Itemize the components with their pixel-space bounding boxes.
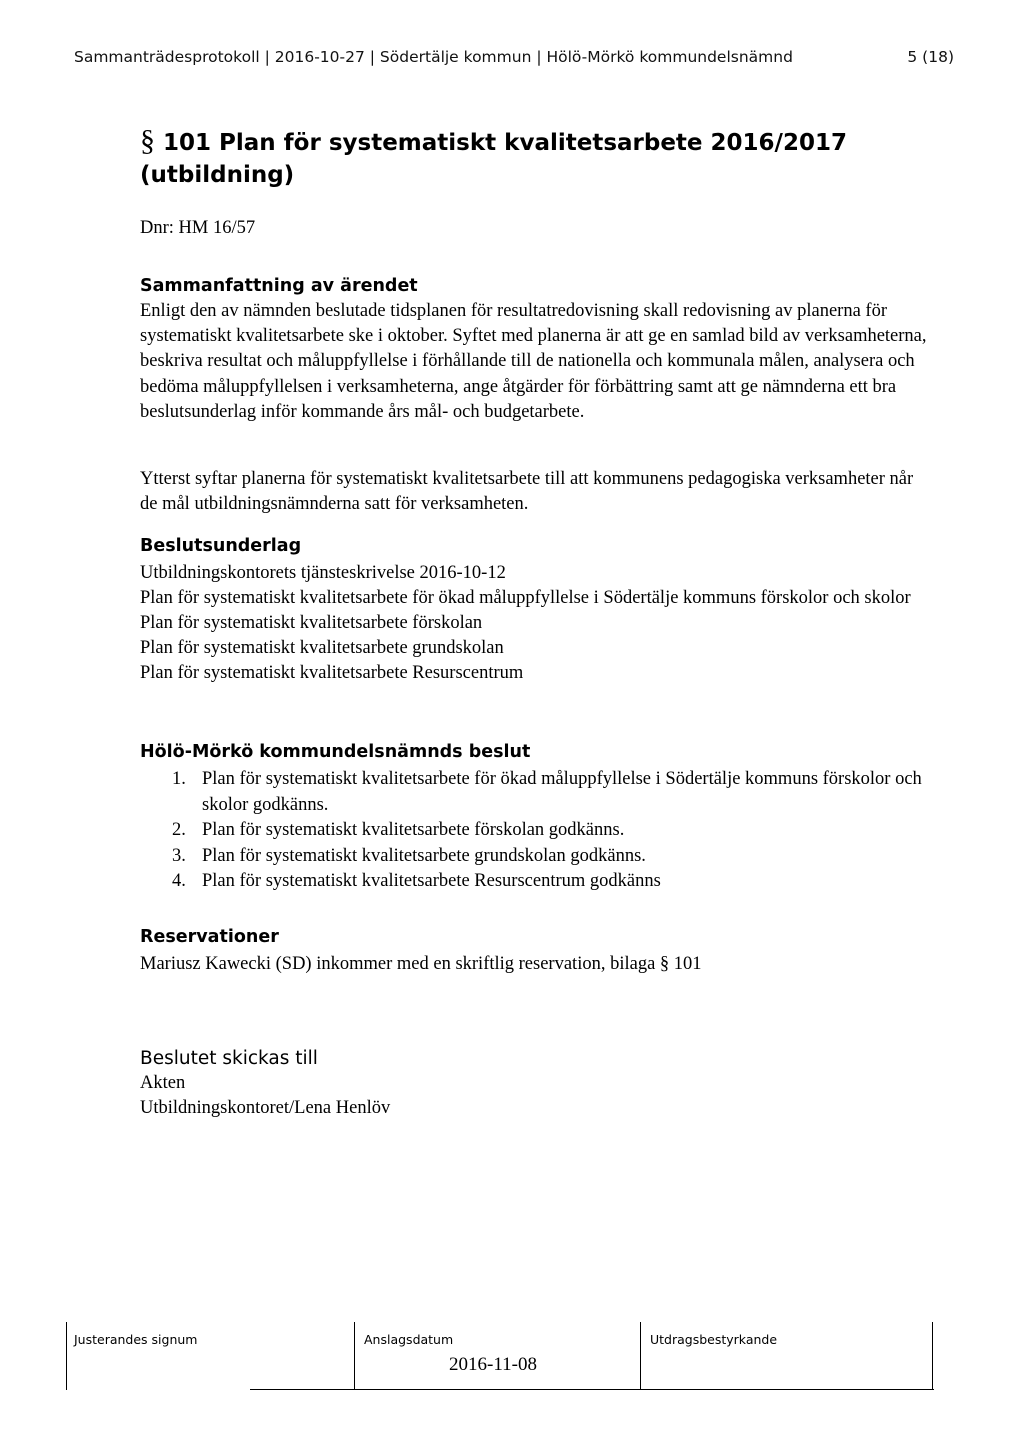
page-header [74, 48, 954, 66]
decision-item-number: 3. [172, 845, 186, 866]
header-text: Sammanträdesprotokoll | 2016-10-27 | Södertälje kommun | Hölö-Mörkö kommundelsnämnd [74, 48, 793, 66]
footer-divider [354, 1322, 355, 1390]
decision-item-number: 4. [172, 871, 186, 891]
footer-baseline [250, 1389, 934, 1390]
signature-footer [66, 1322, 934, 1390]
extract-label: Utdragsbestyrkande [650, 1332, 778, 1347]
signature-label: Justerandes signum [74, 1332, 198, 1347]
reservations-heading: Reservationer [140, 927, 279, 947]
decision-item-number: 1. [172, 769, 186, 789]
sent-to-item: Utbildningskontoret/Lena Henlöv [140, 1098, 391, 1118]
decision-item [140, 844, 940, 870]
summary-heading: Sammanfattning av ärendet [140, 276, 418, 296]
decision-list [140, 767, 940, 895]
basis-list [140, 561, 930, 686]
basis-item: Plan för systematiskt kvalitetsarbete Resurscentrum [140, 663, 524, 683]
decision-heading: Hölö-Mörkö kommundelsnämnds beslut [140, 742, 531, 762]
sent-to-heading: Beslutet skickas till [140, 1048, 318, 1069]
footer-divider [66, 1322, 67, 1390]
decision-item-number: 2. [172, 820, 186, 840]
decision-item [140, 869, 940, 895]
posting-date-label: Anslagsdatum [364, 1332, 454, 1347]
summary-paragraph-1: Enligt den av nämnden beslutade tidsplanen för resultatredovisning skall redovisning av planerna för systematiskt kvalitetsarbete ske i oktober. Syftet med planerna är att ge en samlad bild av verksamheterna, beskriva resultat och måluppfyllelse i förhållande till de nationella och kommunala målen, analysera och bedöma måluppfyllelsen i verksamheterna, ange åtgärder för förbättring samt att ge nämnderna ett bra beslutsunderlag inför kommande års mål- och budgetarbete. [140, 301, 927, 422]
basis-heading: Beslutsunderlag [140, 536, 302, 556]
sent-to-block [140, 1047, 930, 1121]
section-title-text: 101 Plan för systematiskt kvalitetsarbete 2016/2017 (utbildning) [140, 130, 847, 188]
sent-to-item: Akten [140, 1073, 186, 1093]
decision-item [140, 767, 940, 818]
page-number: 5 (18) [907, 48, 954, 66]
basis-item: Plan för systematiskt kvalitetsarbete för ökad måluppfyllelse i Södertälje kommuns förskolor och skolor [140, 588, 911, 608]
section-symbol: § [140, 124, 155, 157]
basis-item: Plan för systematiskt kvalitetsarbete förskolan [140, 613, 483, 633]
basis-item: Plan för systematiskt kvalitetsarbete grundskolan [140, 638, 504, 658]
basis-item: Utbildningskontorets tjänsteskrivelse 2016-10-12 [140, 563, 506, 583]
decision-item-text: Plan för systematiskt kvalitetsarbete grundskolan godkänns. [202, 845, 646, 866]
case-number: Dnr: HM 16/57 [140, 218, 256, 238]
reservations-text: Mariusz Kawecki (SD) inkommer med en skriftlig reservation, bilaga § 101 [140, 954, 702, 974]
decision-item-text: Plan för systematiskt kvalitetsarbete för ökad måluppfyllelse i Södertälje kommuns förskolor och skolor godkänns. [202, 769, 922, 815]
footer-divider [640, 1322, 641, 1390]
section-title [140, 125, 920, 191]
decision-item [140, 818, 940, 844]
decision-item-text: Plan för systematiskt kvalitetsarbete förskolan godkänns. [202, 820, 625, 840]
posting-date: 2016-11-08 [449, 1354, 537, 1375]
footer-divider [932, 1322, 933, 1390]
summary-paragraph-2: Ytterst syftar planerna för systematiskt kvalitetsarbete till att kommunens pedagogiska verksamheter når de mål utbildningsnämnderna satt för verksamheten. [140, 469, 914, 515]
decision-item-text: Plan för systematiskt kvalitetsarbete Resurscentrum godkänns [202, 871, 661, 891]
